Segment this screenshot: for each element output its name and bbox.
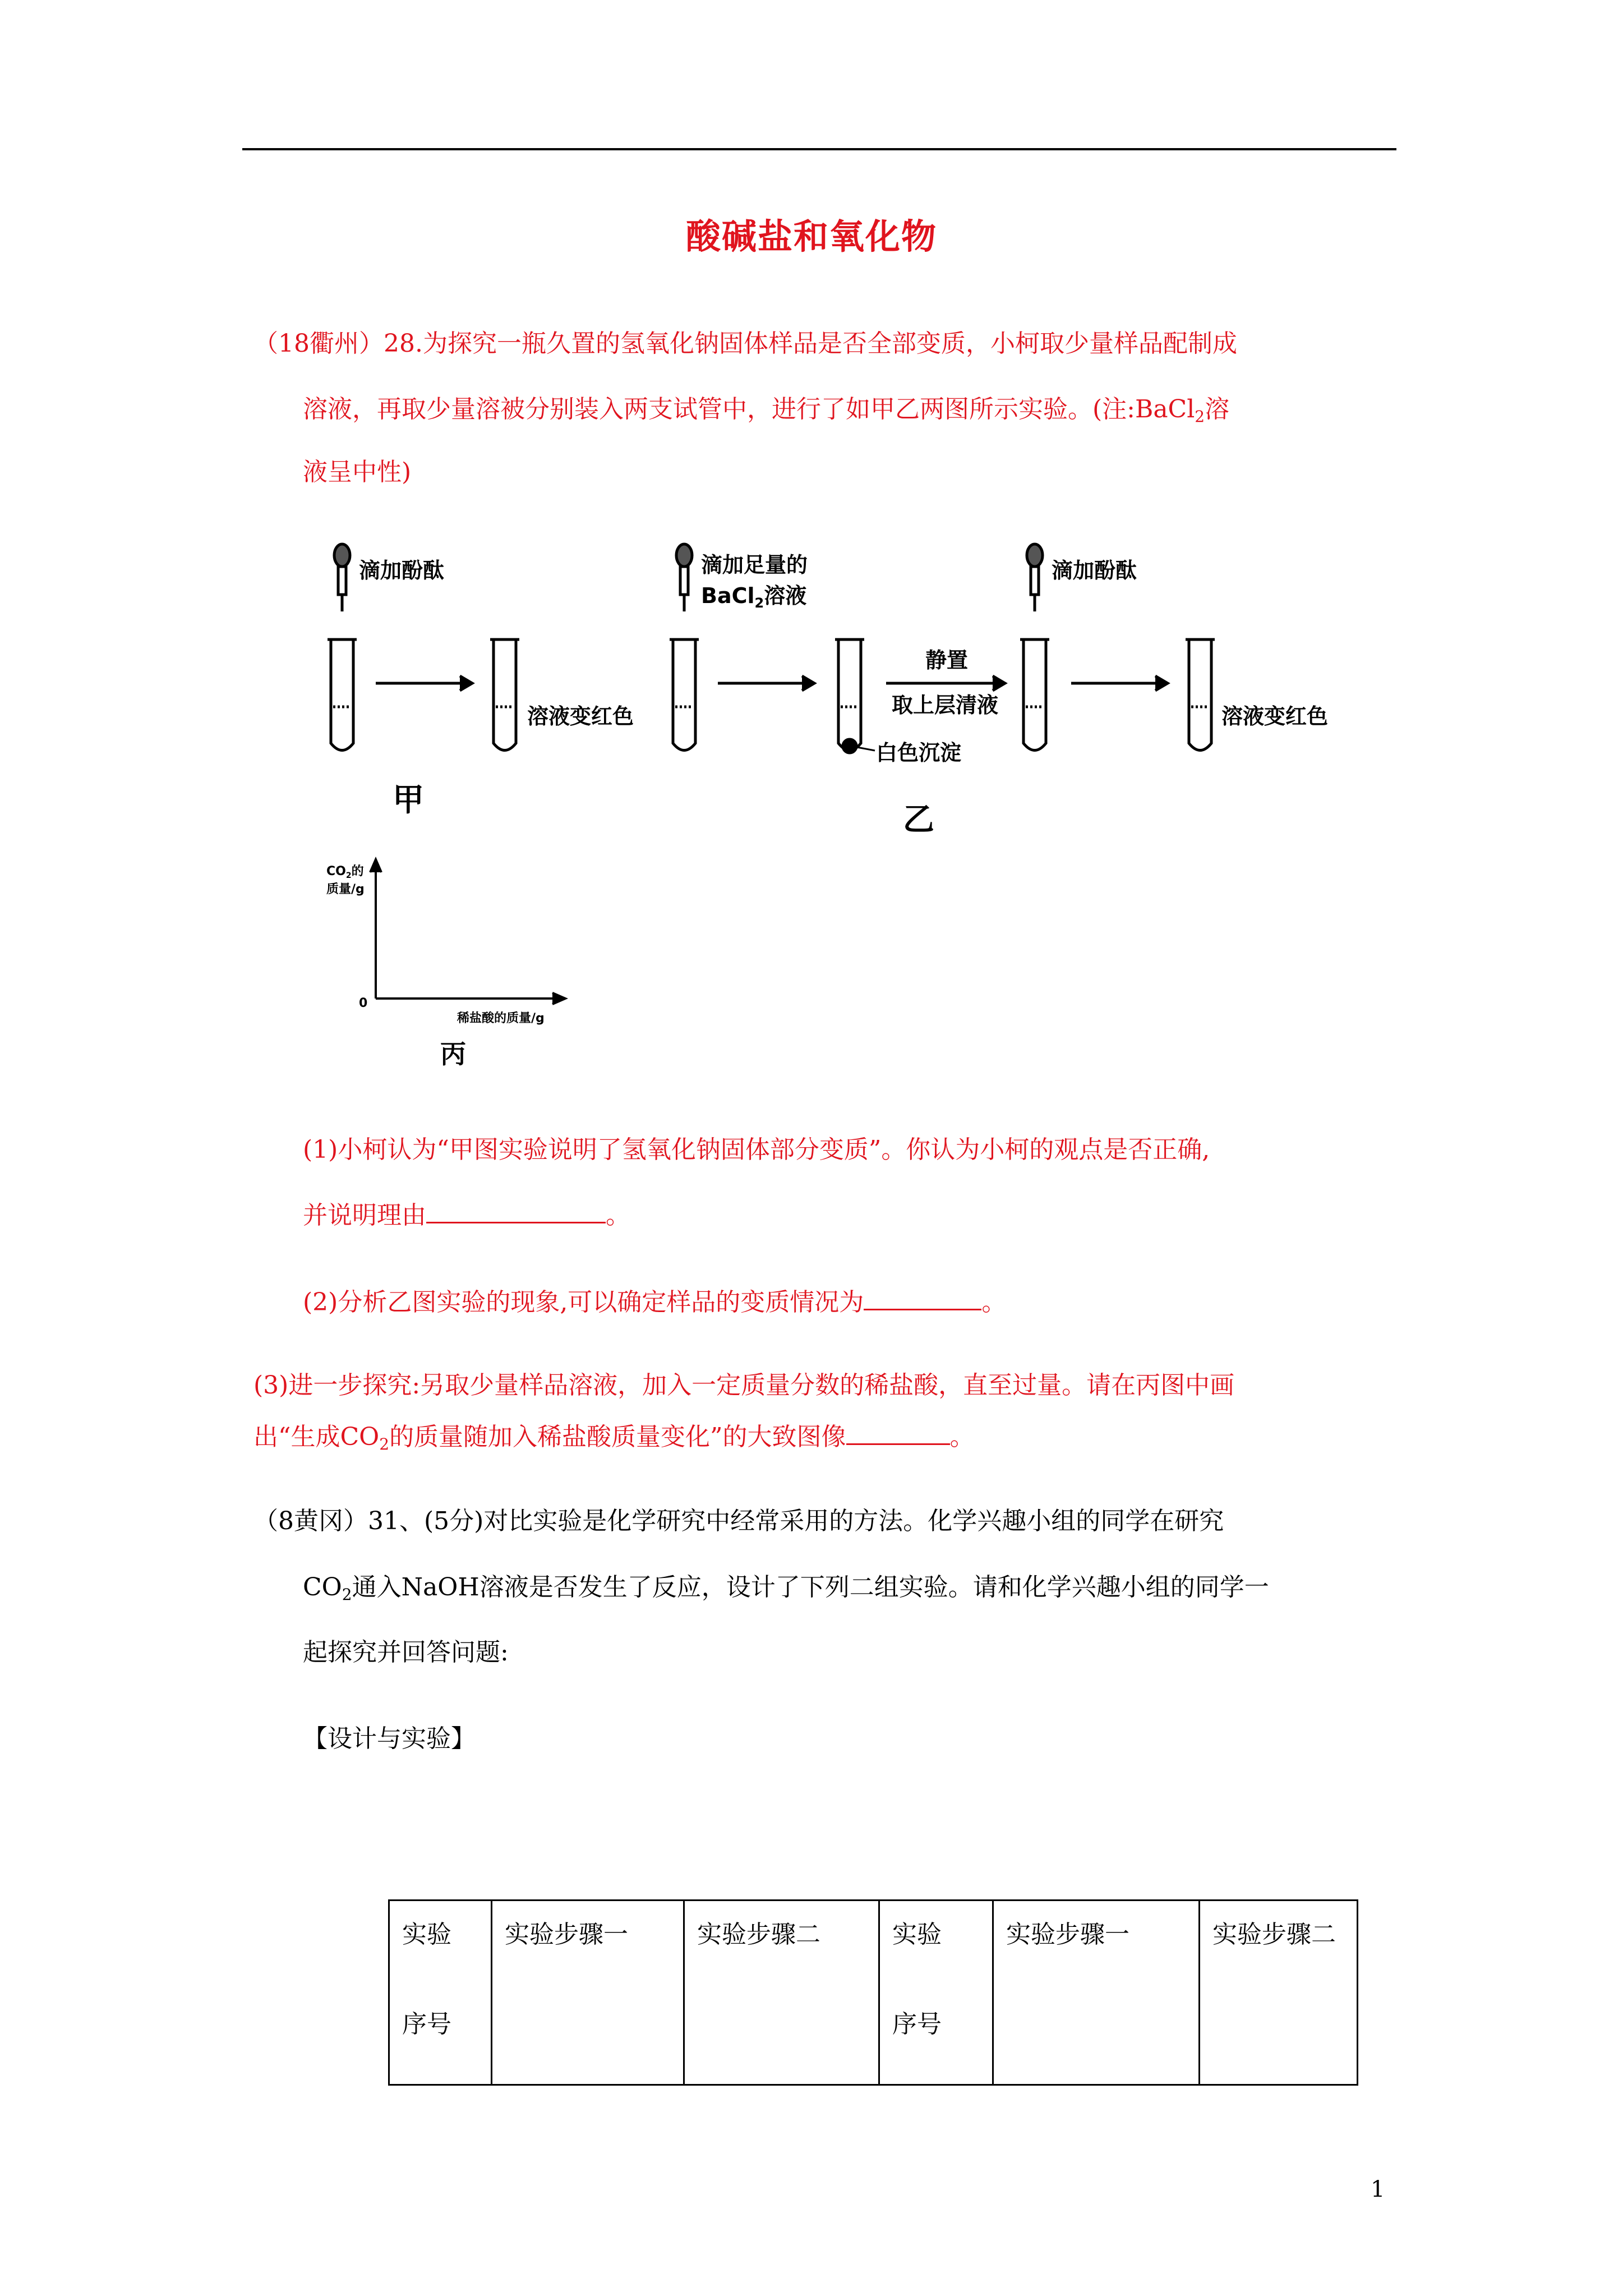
label-drop-bacl2-1: 滴加足量的 (701, 553, 808, 577)
q28-line1: （18衢州）28.为探究一瓶久置的氢氧化钠固体样品是否全部变质，小柯取少量样品配制成 (253, 329, 1237, 358)
label-result-red-2: 溶液变红色 (1221, 704, 1329, 729)
experiment-table (388, 1899, 1358, 2086)
page-title: 酸碱盐和氧化物 (685, 216, 937, 257)
arrow-icon (1071, 676, 1168, 691)
label-white-ppt: 白色沉淀 (876, 740, 962, 765)
test-tube-icon (490, 639, 519, 751)
table-header-cell: 实验步骤二 (1200, 1901, 1358, 2085)
arrow-icon (886, 676, 1005, 691)
q28-sub3-line2: 出“生成$CO_2$的质量随加入稀盐酸质量变化”的大致图像 。 (253, 1420, 975, 1454)
graph-y-label-2: 质量/g (326, 882, 365, 896)
label-stand: 静置 (925, 648, 969, 673)
table-row (389, 1901, 1358, 2085)
dropper-icon (1027, 544, 1043, 611)
label-bing: 丙 (440, 1039, 466, 1069)
table-header-cell: 实验 序号 (879, 1901, 993, 2085)
page-number: 1 (1371, 2177, 1385, 2202)
q28-sub1-line1: (1)小柯认为“甲图实验说明了氢氧化钠固体部分变质”。你认为小柯的观点是否正确, (303, 1135, 1210, 1164)
arrow-icon (718, 676, 814, 691)
dropper-icon (676, 544, 692, 611)
q28-sub2: (2)分析乙图实验的现象,可以确定样品的变质情况为 。 (303, 1286, 1006, 1319)
header-rule (242, 148, 1396, 150)
answer-blank-2[interactable] (864, 1286, 981, 1310)
experiment-figure (308, 527, 1374, 841)
q31-line3: 起探究并回答问题: (303, 1638, 509, 1667)
test-tube-icon (835, 639, 864, 753)
dropper-icon (334, 544, 350, 611)
graph-bing (314, 847, 594, 1083)
label-drop-phenol-1: 滴加酚酞 (359, 558, 445, 583)
table-header-cell: 实验步骤一 (492, 1901, 684, 2085)
label-take-clear: 取上层清液 (892, 693, 999, 717)
section-heading: 【设计与实验】 (303, 1724, 476, 1753)
test-tube-icon (1020, 639, 1049, 751)
q28-sub3-line1: (3)进一步探究:另取少量样品溶液，加入一定质量分数的稀盐酸，直至过量。请在丙图中画 (253, 1371, 1235, 1400)
table-header-cell: 实验步骤二 (684, 1901, 879, 2085)
answer-blank-1[interactable] (426, 1199, 606, 1223)
graph-x-label: 稀盐酸的质量/g (457, 1011, 545, 1025)
label-result-red-1: 溶液变红色 (527, 704, 634, 729)
test-tube-icon (670, 639, 699, 751)
q28-line3: 液呈中性) (303, 458, 412, 486)
label-jia: 甲 (393, 782, 424, 818)
table-header-cell: 实验 序号 (389, 1901, 492, 2085)
q31-line1: （8黄冈）31、(5分)对比实验是化学研究中经常采用的方法。化学兴趣小组的同学在研究 (253, 1507, 1224, 1535)
q28-sub1-line2: 并说明理由 。 (303, 1199, 630, 1232)
arrow-icon (376, 676, 472, 691)
table-header-cell: 实验步骤一 (993, 1901, 1200, 2085)
answer-blank-3[interactable] (846, 1421, 950, 1445)
test-tube-icon (1186, 639, 1215, 751)
label-drop-phenol-2: 滴加酚酞 (1052, 558, 1137, 583)
graph-origin: 0 (359, 996, 368, 1010)
graph-y-label-1: $CO_2$的 (326, 864, 364, 880)
q31-line2: $CO_2$通入NaOH溶液是否发生了反应，设计了下列二组实验。请和化学兴趣小组的同学一 (303, 1573, 1269, 1604)
q28-line2: 溶液，再取少量溶被分别装入两支试管中，进行了如甲乙两图所示实验。(注:BaCl$_2$溶 (303, 395, 1230, 426)
test-tube-icon (328, 639, 357, 751)
label-yi: 乙 (903, 802, 934, 838)
label-drop-bacl2-2: BaCl$_2$溶液 (701, 583, 807, 611)
